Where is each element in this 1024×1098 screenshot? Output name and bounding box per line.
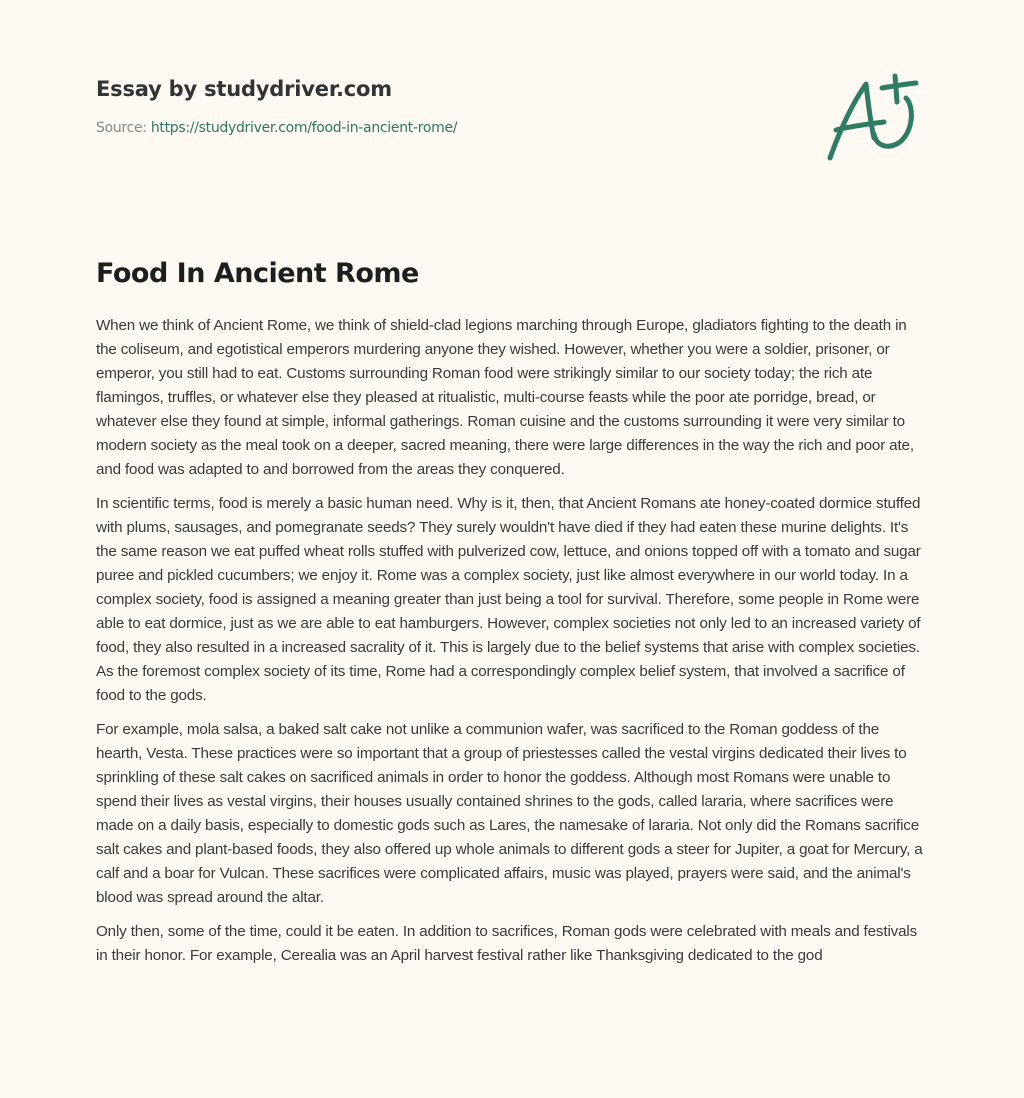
source-label: Source: bbox=[96, 120, 151, 136]
article-body bbox=[96, 314, 928, 978]
essay-header bbox=[96, 74, 696, 138]
paragraph: In scientific terms, food is merely a basic human need. Why is it, then, that Ancient Romans ate honey-coated dormice stuffed with plums, sausages, and pomegranate seeds? They surely wouldn't have died if they had eaten these murine delights. It's the same reason we eat puffed wheat rolls stuffed with pulverized cow, lettuce, and onions topped off with a tomato and sugar puree and pickled cucumbers; we enjoy it. Rome was a complex society, just like almost everywhere in our world today. In a complex society, food is assigned a meaning greater than just being a tool for survival. Therefore, some people in Rome were able to eat dormice, just as we are able to eat hamburgers. However, complex societies not only led to an increased variety of food, they also resulted in a increased sacrality of it. This is largely due to the belief systems that arise with complex societies. As the foremost complex society of its time, Rome had a correspondingly complex belief system, that involved a sacrifice of food to the gods. bbox=[96, 495, 921, 704]
source-link[interactable]: https://studydriver.com/food-in-ancient-rome/ bbox=[150, 120, 458, 136]
paragraph: For example, mola salsa, a baked salt cake not unlike a communion wafer, was sacrificed to the Roman goddess of the hearth, Vesta. These practices were so important that a group of priestesses called the vestal virgins dedicated their lives to sprinkling of these salt cakes on sacrificed animals in order to honor the goddess. Although most Romans were unable to spend their lives as vestal virgins, their houses usually contained shrines to the gods, called lararia, where sacrifices were made on a daily basis, especially to domestic gods such as Lares, the namesake of lararia. Not only did the Romans sacrifice salt cakes and plant-based foods, they also offered up whole animals to different gods a steer for Jupiter, a goat for Mercury, a calf and a boar for Vulcan. These sacrifices were complicated affairs, music was played, prayers were said, and the animal's blood was spread around the altar. bbox=[96, 721, 923, 906]
brand-title: Essay by studydriver.com bbox=[96, 77, 392, 101]
a-plus-grade-icon bbox=[822, 68, 926, 164]
paragraph: Only then, some of the time, could it be eaten. In addition to sacrifices, Roman gods were celebrated with meals and festivals in their honor. For example, Cerealia was an April harvest festival rather like Thanksgiving dedicated to the god bbox=[96, 923, 918, 964]
paragraph: When we think of Ancient Rome, we think of shield-clad legions marching through Europe, gladiators fighting to the death in the coliseum, and egotistical emperors murdering anyone they wished. However, whether you were a soldier, prisoner, or emperor, you still had to eat. Customs surrounding Roman food were strikingly similar to our society today; the rich ate flamingos, truffles, or whatever else they pleased at ritualistic, multi-course feasts while the poor ate porridge, bread, or whatever else they found at simple, informal gatherings. Roman cuisine and the customs surrounding it were very similar to modern society as the meal took on a deeper, sacred meaning, there were large differences in the way the rich and poor ate, and food was adapted to and borrowed from the areas they conquered. bbox=[96, 317, 914, 478]
source-line bbox=[96, 118, 696, 138]
article-title: Food In Ancient Rome bbox=[96, 258, 419, 289]
